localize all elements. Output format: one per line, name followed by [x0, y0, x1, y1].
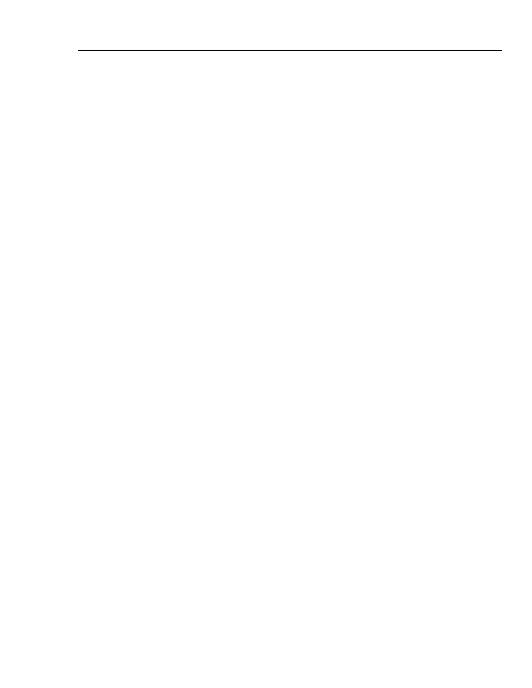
header-rule [78, 50, 502, 51]
activities-section [78, 440, 510, 444]
